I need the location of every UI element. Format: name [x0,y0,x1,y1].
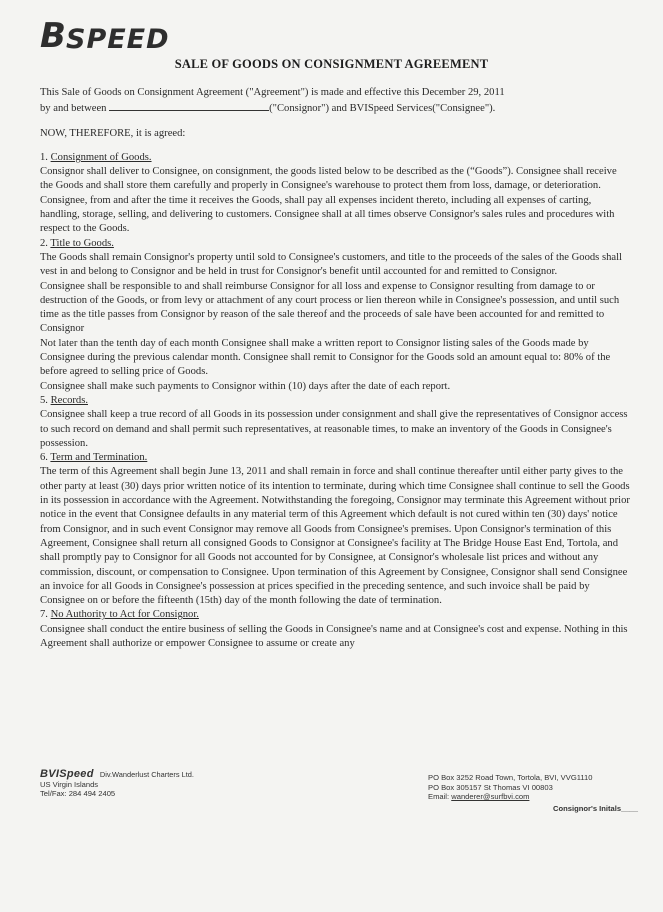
section-title: Records. [50,394,88,406]
intro-line-2 [40,100,630,116]
section-title: Term and Termination. [50,452,148,464]
section-paragraph: Not later than the tenth day of each month Consignee shall make a written report to Consignor listing sales of the Goods made by Consignee during the previous calendar month. Consignee shall remit to Consignor for the Goods sold an amount equal to: 80% of the before agreed to selling price of Goods. [40,337,611,378]
logo-word-speed: SPEED [66,24,170,55]
section-number: 7. [40,609,48,621]
footer-telfax: Tel/Fax: 284 494 2405 [40,789,116,799]
consignor-name-blank[interactable] [109,100,269,111]
agreement-body [40,86,630,651]
consignor-initials: Consignor's Initals____ [553,803,638,813]
section-heading [40,151,630,165]
intro-parties: ("Consignor") and BVISpeed Services("Consignee"). [269,103,496,115]
section-heading [40,451,630,465]
section-heading [40,608,630,622]
section-paragraph: Consignor shall deliver to Consignee, on consignment, the goods listed below to be described as the (“Goods”). Consignee shall receive the Goods and shall store them carefully and properly in Consignee's warehouse to protect them from loss, damage, or deterioration. Consignee, from and after the time it receives the Goods, shall pay all expenses incident thereto, including all expenses of carting, handling, storage, selling, and delivering to customers. Consignee shall at all times observe Consignor's sales rules and procedures with respect to the Goods. [40,166,617,235]
section-number: 2. [40,237,48,249]
footer-left [40,770,300,799]
section-paragraph: Consignee shall be responsible to and shall reimburse Consignor for all loss and expense to Consignor resulting from damage to or destruction of the Goods, or from levy or attachment of any court process or lien thereon while in Consignee's possession, and until such time as the title passes from Consignor by reason of the sale thereof and the proceeds of sale have been accounted for and remitted to Consignor [40,280,620,335]
section-number: 6. [40,452,48,464]
footer-location: US Virgin Islands [40,779,99,789]
section-number: 5. [40,394,48,406]
section-number: 1. [40,151,48,163]
sections-container [40,151,630,651]
footer-right [428,773,638,813]
footer-address-2: PO Box 305157 St Thomas VI 00803 [428,782,553,792]
section-paragraph: The term of this Agreement shall begin June 13, 2011 and shall remain in force and shall continue thereafter until either party gives to the other party at least (30) days prior written notice of its intention to terminate, during which time Consignee shall continue to sell the Goods in its possession in accordance with the Agreement. Notwithstanding the foregoing, Consignor may terminate this Agreement without prior notice in the event that Consignee defaults in any material term of this Agreement which default is not cured within ten (30) days' notice from Consignor, and in such event Consignor may remove all Goods from Consignee's premises. Upon Consignor's termination of this Agreement, Consignee shall return all consigned Goods to Consignor at Consignee's facility at The Bridge House East End, Tortola, and shall promptly pay to Consignor for all Goods not accounted for by Consignee, at Consignor's wholesale list prices and without any commission, discount, or compensation to Consignee. Upon termination of this Agreement by Consignee, Consignor shall send Consignee an invoice for all Goods in Consignee's possession at prices specified in the preceding sentence, and such invoice shall be paid by Consignee on or before the fifteenth (15th) day of the month following the date of termination. [40,466,630,607]
footer-logo: BVISpeed [40,768,94,780]
logo-letter-b: B [40,16,65,56]
section-title: Consignment of Goods. [50,151,152,163]
footer-email-line [428,792,638,802]
section-paragraph: Consignee shall make such payments to Consignor within (10) days after the date of each report. [40,380,451,392]
section-title: Title to Goods. [50,237,114,249]
section-paragraph: The Goods shall remain Consignor's property until sold to Consignee's customers, and title to the proceeds of the sales of the Goods shall vest in and belong to Consignor and be held in trust for Consignor's benefit until accounted for and remitted to Consignor. [40,251,622,278]
footer-address-1: PO Box 3252 Road Town, Tortola, BVI, VVG1110 [428,773,593,782]
footer-division: Div.Wanderlust Charters Ltd. [99,770,194,779]
footer-email-label: Email: [428,792,450,802]
section-paragraph: Consignee shall conduct the entire business of selling the Goods in Consignee's name and at Consignee's cost and expense. Nothing in this Agreement shall authorize or empower Consignee to assume or create any [40,623,628,649]
intro-line-1: This Sale of Goods on Consignment Agreement ("Agreement") is made and effective this December 29, 2011 [40,87,505,98]
now-therefore: NOW, THEREFORE, it is agreed: [40,127,186,139]
section-title: No Authority to Act for Consignor. [50,609,199,621]
document-title: SALE OF GOODS ON CONSIGNMENT AGREEMENT [174,57,489,71]
section-heading [40,237,630,251]
intro-by-between: by and between [40,103,107,115]
footer-email-link[interactable]: wanderer@surfbvi.com [451,792,530,802]
section-paragraph: Consignee shall keep a true record of all Goods in its possession under consignment and shall give the representatives of Consignor access to such record on demand and shall permit such representatives, at reasonable times, to make an inventory of the Goods in Consignee's possession. [40,409,628,449]
section-heading [40,394,630,408]
